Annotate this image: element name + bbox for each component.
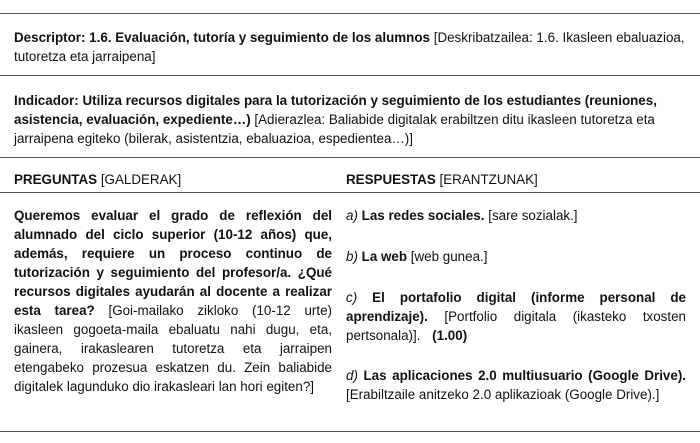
answers-header	[346, 170, 538, 189]
answer-letter: c)	[346, 290, 358, 305]
answer-option-b	[346, 247, 686, 266]
answer-letter: b)	[346, 249, 358, 264]
answer-letter: a)	[346, 208, 358, 223]
answer-option-a	[346, 206, 686, 225]
descriptor-translation: [Deskribatzailea: 1.6. Ikasleen ebaluazioa, tutoretza eta jarraipena]	[14, 30, 685, 64]
answer-score: (1.00)	[432, 328, 468, 343]
answer-translation: [Portfolio digitala (ikasteko txosten pertsonala)].	[346, 309, 686, 343]
indicator-label: Indicador:	[14, 93, 79, 108]
indicator-row	[14, 91, 688, 148]
answers-translation: [ERANTZUNAK]	[439, 172, 538, 187]
answers-label: RESPUESTAS	[346, 172, 436, 187]
questions-header	[14, 170, 181, 189]
answer-text: La web	[361, 249, 408, 264]
answer-text: El portafolio digital (informe personal de aprendizaje).	[346, 290, 686, 324]
divider	[0, 157, 700, 158]
top-rule	[0, 13, 700, 14]
answer-text: Las redes sociales.	[361, 208, 485, 223]
answer-text: Las aplicaciones 2.0 multiusuario (Google Drive).	[363, 368, 686, 383]
questions-translation: [GALDERAK]	[100, 172, 182, 187]
descriptor-label: Descriptor:	[14, 30, 86, 45]
indicator-title: Utiliza recursos digitales para la tutorización y seguimiento de los estudiantes (reuniones, asistencia, evaluación, expediente…)	[14, 93, 657, 127]
answer-translation: [web gunea.]	[410, 249, 488, 264]
answer-option-d	[346, 366, 686, 404]
questions-label: PREGUNTAS	[14, 172, 98, 187]
question-translation: [Goi-mailako zikloko (10-12 urte) ikasleen gogoeta-maila ebaluatu nahi dugu, eta, gainera, irakaslearen tutoretza eta jarraipen etengabeko prozesua eskatzen du. Zein baliabide digitalek lagunduko dio irakasleari lan hori egiten?]	[14, 303, 332, 394]
answer-option-c	[346, 288, 686, 345]
question-cell	[14, 206, 332, 396]
answer-translation: [sare sozialak.]	[488, 208, 578, 223]
answer-translation: [Erabiltzaile anitzeko 2.0 aplikazioak (Google Drive).]	[346, 387, 660, 402]
descriptor-title: 1.6. Evaluación, tutoría y seguimiento de los alumnos	[89, 30, 430, 45]
divider	[0, 192, 700, 193]
indicator-translation: [Adierazlea: Baliabide digitalak erabiltzen ditu ikasleen tutoretza eta jarraipena egiteko (bilerak, asistentzia, ebaluazioa, espedientea…)]	[14, 112, 655, 146]
question-text: Queremos evaluar el grado de reflexión del alumnado del ciclo superior (10-12 años) que, además, requiere un proceso continuo de tutorización y seguimiento del profesor/a. ¿Qué recursos digitales ayudarán al docente a realizar esta tarea?	[14, 208, 332, 318]
divider	[0, 75, 700, 76]
descriptor-row	[14, 28, 688, 66]
bottom-rule	[0, 431, 700, 432]
answer-letter: d)	[346, 368, 358, 383]
